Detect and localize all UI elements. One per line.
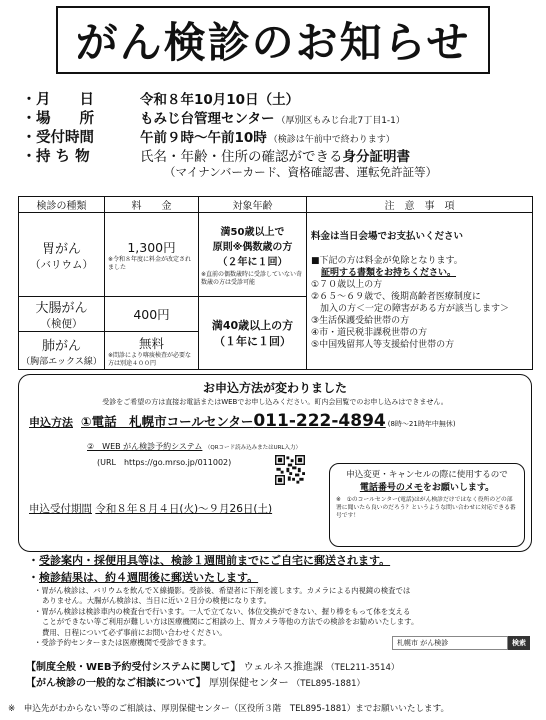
bullet: ・ xyxy=(22,92,36,108)
age-note: ※直前の偶数歳時に受診していない奇数歳の方は受診可能 xyxy=(201,270,303,286)
search-input[interactable]: 札幌市 がん検診 xyxy=(392,636,508,650)
info-date xyxy=(22,88,542,107)
age-colon-lung xyxy=(199,297,307,370)
fee-note: ※令和８年度に料金が改定されました xyxy=(108,255,192,271)
apply-period-label: 申込受付期間 xyxy=(29,503,92,515)
age-line: （２年に１回） xyxy=(217,256,288,268)
title-box xyxy=(56,6,490,74)
notice-line: ・受診予約センターまたは医療機関で受診できます。 xyxy=(34,638,211,648)
contacts xyxy=(26,660,399,692)
info-items-label: 持 ち 物 xyxy=(36,149,90,165)
notes-cell xyxy=(307,213,533,370)
footer-note: ※ 申込先がわからない等のご相談は、厚別保健センター（区役所３階 TEL895-1881）までお願いいたします。 xyxy=(8,704,450,714)
notice-results-text: 検診結果は、約４週間後に郵送いたします。 xyxy=(39,571,259,584)
screening-table xyxy=(18,196,533,370)
info-items-value xyxy=(140,145,410,165)
contact-label: 【がん検診の一般的なご相談について】 xyxy=(26,678,206,689)
age-line: （１年に１回） xyxy=(214,335,291,348)
apply-period xyxy=(29,501,272,516)
change-line3: ※ ①のコールセンター(電話)はがん検診だけではなく役所のどの部署に聞いたら良いのだろう？というような問い合わせに対応できる番号です！ xyxy=(336,497,516,519)
fee-value: 400円 xyxy=(133,307,170,322)
type-colon xyxy=(19,297,105,332)
info-place-value: もみじ台管理センター xyxy=(140,111,275,127)
notice-line: ・胃がん検診は、バリウムを飲んでＸ線撮影。受診後、希望者に下剤を渡します。カメラによる内視鏡の検査では xyxy=(34,586,411,595)
apply-section xyxy=(18,374,532,552)
fee-stomach xyxy=(105,213,199,297)
contact-label: 【制度全般・WEB予約受付システムに関して】 xyxy=(26,662,241,673)
info-date-value: 令和８年10月10日（土） xyxy=(140,92,300,108)
notes-item: ①７０歳以上の方 xyxy=(311,280,383,290)
search-box xyxy=(392,636,530,650)
bullet: ・ xyxy=(22,149,36,165)
notice-line: 費用、日程について必ず事前にお問い合わせください。 xyxy=(42,627,227,637)
bullet: ・ xyxy=(22,111,36,127)
type-name: 肺がん xyxy=(41,338,81,354)
info-items-bold: 身分証明書 xyxy=(342,149,410,165)
info-place-label: 場 所 xyxy=(36,111,94,127)
apply-web xyxy=(87,441,301,452)
apply-sub: 受診をご希望の方は直接お電話またはWEBでお申し込みください。町内会回覧でのお申し込みはできません。 xyxy=(102,398,448,406)
notes-item: 加入の方＜一定の障害がある方が該当します＞ xyxy=(311,304,510,314)
info-items-sub: （マイナンバーカード、資格確認書、運転免許証等） xyxy=(164,165,438,179)
change-memo: 電話番号のメモ xyxy=(359,483,423,493)
type-name: 大腸がん xyxy=(35,301,88,316)
age-line: 満50歳以上で xyxy=(220,226,285,238)
notes-item: ⑤中国残留邦人等支援給付世帯の方 xyxy=(311,340,455,350)
type-sub: （バリウム） xyxy=(30,258,93,271)
type-sub: （胸部エックス線） xyxy=(21,356,102,367)
fee-note: ※問診により喀痰検査が必要な方は別途４００円 xyxy=(108,351,192,367)
contact-org: 厚別保健センター xyxy=(209,678,289,689)
type-name: 胃がん xyxy=(41,241,81,257)
apply-web-note: （QRコード読み込みまたはURL入力） xyxy=(204,445,301,451)
apply-period-value: 令和８年８月４日(火)～９月26日(土) xyxy=(95,503,273,515)
header-age: 対象年齢 xyxy=(199,197,307,213)
notes-item: ④市・道民税非課税世帯の方 xyxy=(311,328,428,338)
change-line2 xyxy=(336,480,518,493)
notes-free-bold: 証明する書類をお持ちください。 xyxy=(321,268,457,278)
info-place xyxy=(22,107,542,126)
type-lung xyxy=(19,332,105,370)
type-stomach xyxy=(19,213,105,297)
bullet: ・ xyxy=(28,554,39,567)
search-button[interactable]: 検索 xyxy=(508,636,530,650)
info-time xyxy=(22,126,542,145)
contact-tel: （TEL895-1881） xyxy=(291,679,366,689)
table-row xyxy=(19,213,533,297)
fee-lung xyxy=(105,332,199,370)
age-line: 満40歳以上の方 xyxy=(211,319,294,332)
change-line1: 申込変更・キャンセルの際に使用するので xyxy=(346,470,508,480)
contact-health-center xyxy=(26,676,399,692)
notice-line: ありません。大腸がん検診は、当日に近い２日分の検便になります。 xyxy=(42,596,271,606)
contact-tel: （TEL211-3514） xyxy=(326,663,400,673)
apply-web-label: ② WEB がん検診予約システム xyxy=(87,442,203,451)
fee-value: 無料 xyxy=(138,335,164,351)
info-time-value: 午前９時～午前10時 xyxy=(140,130,267,146)
bullet: ・ xyxy=(28,571,39,584)
change-rest: をお願いします。 xyxy=(422,483,495,493)
header-type: 検診の種類 xyxy=(19,197,105,213)
apply-phone-row xyxy=(29,411,456,431)
notes-free-intro: ■下記の方は料金が免除となります。 xyxy=(311,256,463,266)
notice-mailing xyxy=(28,552,538,569)
notice-results xyxy=(28,569,538,586)
fee-value: 1,300円 xyxy=(127,239,176,255)
age-line: 原則※偶数歳の方 xyxy=(212,241,293,253)
qr-code-icon[interactable] xyxy=(275,455,305,485)
contact-wellness xyxy=(26,660,399,676)
notes-item: ③生活保護受給世帯の方 xyxy=(311,316,410,326)
change-notice-box xyxy=(329,463,525,547)
type-sub: （検便） xyxy=(40,318,83,330)
contact-org: ウェルネス推進課 xyxy=(243,662,323,673)
apply-phone-prefix: ①電話 札幌市コールセンター xyxy=(81,414,254,429)
notices xyxy=(28,552,538,648)
apply-phone-number[interactable]: 011-222-4894 xyxy=(253,411,386,431)
info-time-note: （検診は午前中で終わります） xyxy=(268,135,395,145)
table-header-row xyxy=(19,197,533,213)
age-stomach xyxy=(199,213,307,297)
notes-item: ②６５～６９歳で、後期高齢者医療制度に xyxy=(311,292,481,302)
bullet: ・ xyxy=(22,130,36,146)
notice-line: ことができない等ご利用が難しい方は医療機関にご相談の上、胃カメラ等他の方法での検診をお勧めいたします。 xyxy=(42,617,419,627)
notes-pay: 料金は当日会場でお支払いください xyxy=(311,231,464,242)
apply-phone-hours: (8時～21時年中無休) xyxy=(387,420,456,428)
apply-label: 申込方法 xyxy=(29,416,73,429)
event-info xyxy=(22,88,542,181)
notice-line: ・胃がん検診は検診車内の検査台で行います。一人で立てない、体位交換ができない、握り棒をもって体を支える xyxy=(34,606,411,616)
info-items-pre: 氏名・年齢・住所の確認ができる xyxy=(140,149,343,165)
apply-url[interactable]: (URL https://go.mrso.jp/011002) xyxy=(97,458,232,467)
header-fee: 料 金 xyxy=(105,197,199,213)
header-notes: 注 意 事 項 xyxy=(307,197,533,213)
info-date-label: 月 日 xyxy=(36,92,94,108)
info-place-note: （厚別区もみじ台北7丁目1-1） xyxy=(276,116,405,126)
apply-head: お申込方法が変わりました xyxy=(202,381,347,395)
fee-colon xyxy=(105,297,199,332)
page-title: がん検診のお知らせ xyxy=(75,18,471,67)
notice-mailing-text: 受診案内・採便用具等は、検診１週間前までにご自宅に郵送されます。 xyxy=(39,554,391,567)
info-time-label: 受付時間 xyxy=(36,130,94,146)
info-items xyxy=(22,145,542,164)
